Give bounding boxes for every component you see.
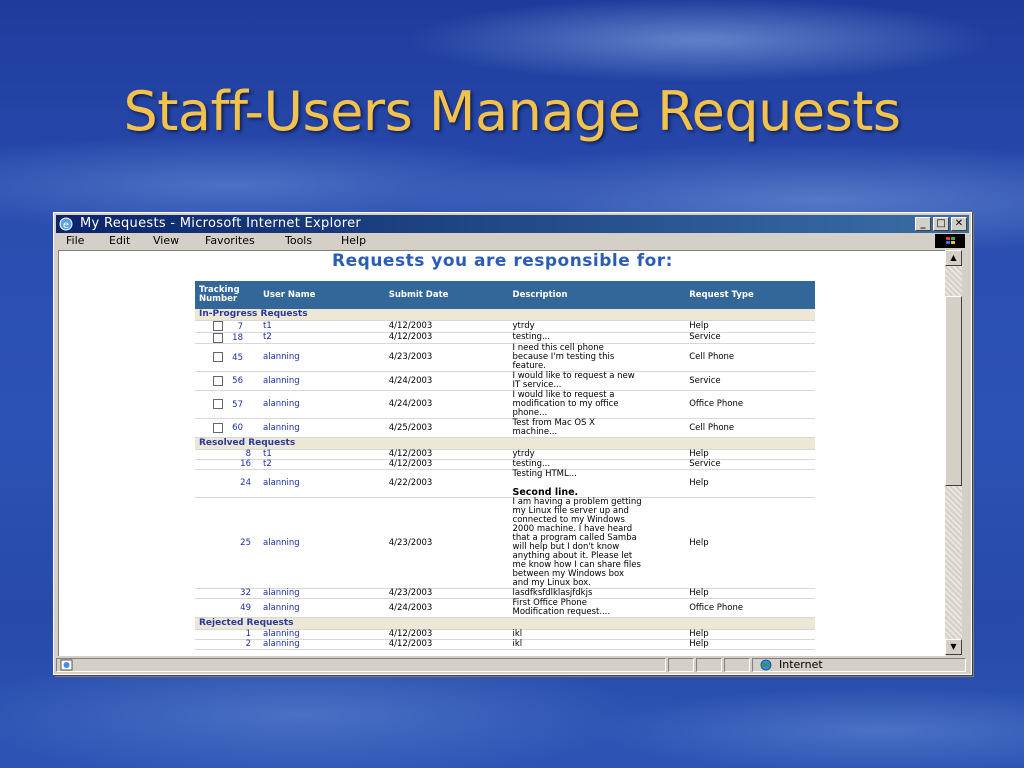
slide-title: Staff-Users Manage Requests	[123, 80, 901, 143]
tracking-cell	[195, 332, 259, 344]
table-row[interactable]	[195, 344, 815, 372]
window-title: My Requests - Microsoft Internet Explorer	[80, 216, 362, 231]
description-line: will help but I don't know	[512, 542, 620, 552]
request-type: Cell Phone	[685, 419, 815, 438]
submit-date: 4/12/2003	[385, 332, 509, 344]
zone-label: Internet	[779, 658, 823, 671]
row-checkbox[interactable]	[213, 376, 223, 386]
table-row[interactable]	[195, 599, 815, 618]
tracking-number-link[interactable]: 8	[245, 449, 251, 459]
request-type: Cell Phone	[685, 344, 815, 372]
col-description[interactable]: Description	[509, 281, 686, 309]
col-user-name[interactable]: User Name	[259, 281, 385, 309]
tracking-cell	[195, 640, 259, 650]
submit-date: 4/12/2003	[385, 321, 509, 333]
svg-text:e: e	[62, 220, 70, 231]
user-name-link[interactable]: alanning	[259, 630, 385, 640]
description-line: lasdfksfdlklasjfdkjs	[512, 588, 593, 598]
user-name-link[interactable]: t2	[259, 332, 385, 344]
request-type: Help	[685, 589, 815, 599]
page-icon	[59, 659, 75, 671]
description-line: Second line.	[512, 487, 579, 498]
description-line: testing...	[512, 332, 551, 343]
description-line: Modification request....	[512, 607, 611, 617]
description-cell	[509, 344, 686, 372]
description-line: ytrdy	[512, 449, 535, 459]
submit-date: 4/24/2003	[385, 372, 509, 391]
description-cell	[509, 589, 686, 599]
tracking-cell	[195, 599, 259, 618]
scroll-up-icon[interactable]: ▲	[945, 250, 962, 266]
description-line: phone...	[512, 408, 548, 418]
description-line: I am having a problem getting	[512, 497, 642, 507]
request-type: Help	[685, 630, 815, 640]
description-line: ikl	[512, 629, 523, 639]
table-header-row	[195, 281, 815, 309]
table-row[interactable]	[195, 332, 815, 344]
description-line: ytrdy	[512, 320, 535, 331]
description-line: testing...	[512, 459, 551, 469]
description-cell	[509, 630, 686, 640]
menu-view[interactable]: View	[153, 234, 180, 247]
table-row[interactable]	[195, 391, 815, 419]
tracking-cell	[195, 419, 259, 438]
user-name-link[interactable]: alanning	[259, 419, 385, 438]
table-row[interactable]	[195, 321, 815, 333]
description-line: me know how I can share files	[512, 560, 641, 570]
minimize-button[interactable]: _	[915, 217, 931, 231]
menu-edit[interactable]: Edit	[109, 234, 131, 247]
description-cell	[509, 332, 686, 344]
row-checkbox[interactable]	[213, 333, 223, 343]
request-type: Office Phone	[685, 599, 815, 618]
table-row[interactable]	[195, 470, 815, 498]
submit-date: 4/24/2003	[385, 599, 509, 618]
tracking-cell	[195, 589, 259, 599]
tracking-number-link[interactable]: 16	[240, 459, 251, 469]
user-name-link[interactable]: alanning	[259, 640, 385, 650]
tracking-cell	[195, 498, 259, 589]
vertical-scrollbar[interactable]	[945, 250, 962, 655]
tracking-cell	[195, 450, 259, 460]
tracking-number-link[interactable]: 18	[232, 333, 243, 343]
window-titlebar[interactable]	[56, 215, 969, 233]
user-name-link[interactable]: t1	[259, 321, 385, 333]
description-line: feature.	[512, 361, 546, 371]
requests-table	[195, 281, 815, 650]
section-row	[195, 309, 815, 321]
col-tracking-number[interactable]: Tracking Number	[195, 281, 259, 309]
request-type: Help	[685, 498, 815, 589]
table-body	[195, 309, 815, 650]
submit-date: 4/24/2003	[385, 391, 509, 419]
description-cell	[509, 391, 686, 419]
description-cell	[509, 419, 686, 438]
description-cell	[509, 372, 686, 391]
section-row	[195, 618, 815, 630]
tracking-cell	[195, 344, 259, 372]
table-row[interactable]	[195, 589, 815, 599]
description-line: I need this cell phone	[512, 343, 604, 353]
scroll-down-icon[interactable]: ▼	[945, 639, 962, 655]
description-line: IT service...	[512, 380, 562, 390]
status-cell-progress	[668, 658, 694, 672]
submit-date: 4/12/2003	[385, 450, 509, 460]
tracking-cell	[195, 321, 259, 333]
tracking-cell	[195, 372, 259, 391]
submit-date: 4/23/2003	[385, 344, 509, 372]
section-label: In-Progress Requests	[195, 309, 815, 321]
description-line: First Office Phone	[512, 598, 587, 608]
tracking-number-link[interactable]: 25	[240, 537, 251, 548]
browser-content	[58, 250, 946, 656]
tracking-number-link[interactable]: 1	[245, 629, 251, 639]
status-cell-lock	[696, 658, 722, 672]
col-request-type[interactable]: Request Type	[685, 281, 815, 309]
tracking-number-link[interactable]: 32	[240, 588, 251, 598]
user-name-link[interactable]: alanning	[259, 391, 385, 419]
description-cell	[509, 321, 686, 333]
description-line: Testing HTML...	[512, 469, 577, 479]
description-cell	[509, 460, 686, 470]
tracking-cell	[195, 470, 259, 498]
request-type: Help	[685, 470, 815, 498]
request-type: Service	[685, 332, 815, 344]
description-line: machine...	[512, 427, 558, 437]
row-checkbox[interactable]	[213, 423, 223, 433]
description-line: 2000 machine. I have heard	[512, 524, 633, 534]
description-line: because I'm testing this	[512, 352, 615, 362]
windows-logo-icon	[935, 234, 965, 248]
row-checkbox[interactable]	[213, 352, 223, 362]
row-checkbox[interactable]	[213, 321, 223, 331]
description-line: I would like to request a new	[512, 371, 635, 381]
table-row[interactable]	[195, 640, 815, 650]
submit-date: 4/25/2003	[385, 419, 509, 438]
description-line: I would like to request a	[512, 390, 615, 400]
close-button[interactable]: ✕	[951, 217, 967, 231]
submit-date: 4/23/2003	[385, 589, 509, 599]
description-cell	[509, 498, 686, 589]
description-line: ikl	[512, 639, 523, 649]
description-line: my Linux file server up and	[512, 506, 629, 516]
scroll-thumb[interactable]	[945, 296, 962, 486]
tracking-cell	[195, 630, 259, 640]
user-name-link[interactable]: t2	[259, 460, 385, 470]
tracking-number-link[interactable]: 24	[240, 478, 251, 488]
user-name-link[interactable]: alanning	[259, 589, 385, 599]
description-line: connected to my Windows	[512, 515, 625, 525]
submit-date: 4/12/2003	[385, 640, 509, 650]
user-name-link[interactable]: alanning	[259, 372, 385, 391]
table-row[interactable]	[195, 372, 815, 391]
request-type: Help	[685, 321, 815, 333]
menu-favorites[interactable]: Favorites	[205, 234, 255, 247]
table-row[interactable]	[195, 498, 815, 589]
section-label: Resolved Requests	[195, 438, 815, 450]
maximize-button[interactable]: □	[933, 217, 949, 231]
description-line: anything about it. Please let	[512, 551, 633, 561]
submit-date: 4/12/2003	[385, 630, 509, 640]
menu-bar	[56, 233, 969, 249]
col-submit-date[interactable]: Submit Date	[385, 281, 509, 309]
tracking-cell	[195, 391, 259, 419]
page-heading: Requests you are responsible for:	[332, 251, 673, 271]
menu-tools[interactable]: Tools	[285, 234, 313, 247]
user-name-link[interactable]: alanning	[259, 498, 385, 589]
user-name-link[interactable]: t1	[259, 450, 385, 460]
submit-date: 4/12/2003	[385, 460, 509, 470]
user-name-link[interactable]: alanning	[259, 470, 385, 498]
user-name-link[interactable]: alanning	[259, 599, 385, 618]
submit-date: 4/22/2003	[385, 470, 509, 498]
tracking-number-link[interactable]: 56	[232, 376, 243, 387]
tracking-number-link[interactable]: 57	[232, 399, 243, 410]
status-zone	[752, 658, 966, 672]
menu-help[interactable]: Help	[341, 234, 367, 247]
tracking-number-link[interactable]: 60	[232, 423, 243, 434]
request-type: Office Phone	[685, 391, 815, 419]
description-line: between my Windows box	[512, 569, 624, 579]
internet-globe-icon	[759, 659, 773, 671]
description-line: that a program called Samba	[512, 533, 637, 543]
section-label: Rejected Requests	[195, 618, 815, 630]
description-line: Test from Mac OS X	[512, 418, 595, 428]
menu-file[interactable]: File	[66, 234, 85, 247]
tracking-number-link[interactable]: 2	[245, 639, 251, 649]
tracking-cell	[195, 460, 259, 470]
table-row[interactable]	[195, 630, 815, 640]
table-row[interactable]	[195, 450, 815, 460]
request-type: Service	[685, 372, 815, 391]
section-row	[195, 438, 815, 450]
submit-date: 4/23/2003	[385, 498, 509, 589]
user-name-link[interactable]: alanning	[259, 344, 385, 372]
request-type: Service	[685, 460, 815, 470]
description-cell	[509, 450, 686, 460]
tracking-number-link[interactable]: 49	[240, 602, 251, 613]
description-cell	[509, 599, 686, 618]
request-type: Help	[685, 450, 815, 460]
tracking-number-link[interactable]: 7	[237, 321, 243, 332]
ie-logo-icon	[59, 217, 73, 231]
description-cell	[509, 640, 686, 650]
status-bar	[56, 657, 969, 674]
status-cell-extra	[724, 658, 750, 672]
description-cell	[509, 470, 686, 498]
table-row[interactable]	[195, 419, 815, 438]
tracking-number-link[interactable]: 45	[232, 352, 243, 363]
request-type: Help	[685, 640, 815, 650]
status-main	[56, 658, 666, 672]
ie-window	[53, 212, 972, 675]
description-line: modification to my office	[512, 399, 619, 409]
row-checkbox[interactable]	[213, 399, 223, 409]
table-row[interactable]	[195, 460, 815, 470]
description-line: and my Linux box.	[512, 578, 591, 588]
